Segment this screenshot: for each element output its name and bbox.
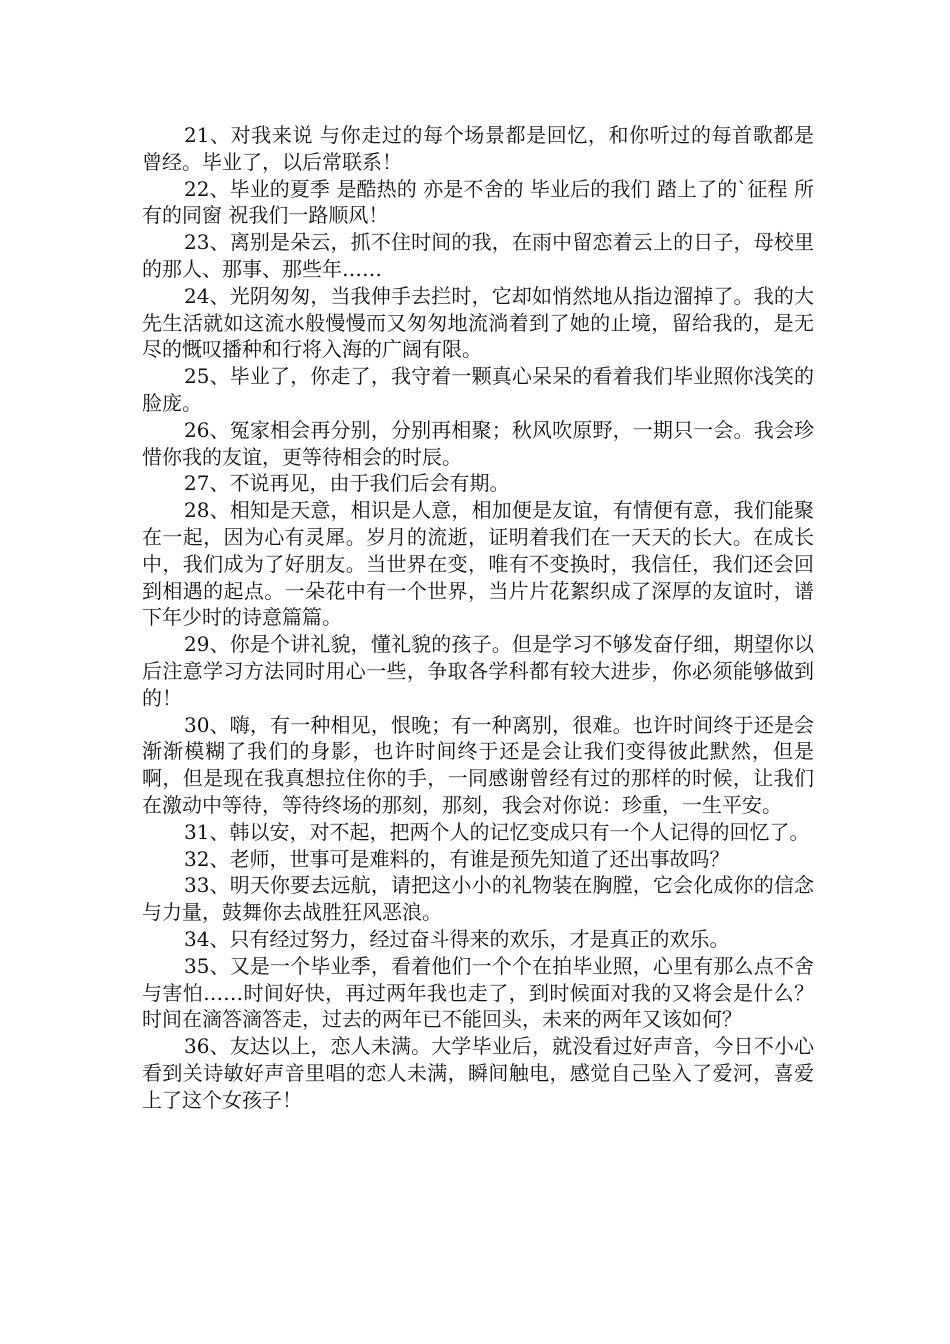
paragraph-30: 30、嗨，有一种相见，恨晚；有一种离别，很难。也许时间终于还是会渐渐模糊了我们的身影，也许时间终于还是会让我们变得彼此默然，但是啊，但是现在我真想拉住你的手，一同感谢曾经有过的那样的时候，让我们在激动中等待，等待终场的那刻，那刻，我会对你说：珍重，一生平安。 [142,712,814,817]
paragraph-33: 33、明天你要去远航，请把这小小的礼物装在胸膛，它会化成你的信念与力量，鼓舞你去战胜狂风恶浪。 [142,873,814,925]
paragraph-35: 35、又是一个毕业季，看着他们一个个在拍毕业照，心里有那么点不舍与害怕……时间好快，再过两年我也走了，到时候面对我的又将会是什么？时间在滴答滴答走，过去的两年已不能回头，未来的两年又该如何？ [142,953,814,1032]
paragraph-32: 32、老师，世事可是难料的，有谁是预先知道了还出事故吗？ [184,846,730,871]
paragraph-27: 27、不说再见，由于我们后会有期。 [184,471,510,496]
document-body [142,122,814,1113]
paragraph-28: 28、相知是天意，相识是人意，相加便是友谊，有情便有意，我们能聚在一起，因为心有灵犀。岁月的流逝，证明着我们在一天天的长大。在成长中，我们成为了好朋友。当世界在变，唯有不变换时，我信任，我们还会回到相遇的起点。一朵花中有一个世界，当片片花絮织成了深厚的友谊时，谱下年少时的诗意篇篇。 [142,498,814,630]
paragraph-23: 23、离别是朵云，抓不住时间的我，在雨中留恋着云上的日子，母校里的那人、那事、那些年…… [142,230,814,281]
paragraph-34: 34、只有经过努力，经过奋斗得来的欢乐，才是真正的欢乐。 [184,926,730,951]
paragraph-22: 22、毕业的夏季 是酷热的 亦是不舍的 毕业后的我们 踏上了的`征程 所有的同窗 祝我们一路顺风！ [142,176,814,228]
paragraph-25: 25、毕业了，你走了，我守着一颗真心呆呆的看着我们毕业照你浅笑的脸庞。 [142,364,814,415]
paragraph-29: 29、你是个讲礼貌，懂礼貌的孩子。但是学习不够发奋仔细，期望你以后注意学习方法同时用心一些，争取各学科都有较大进步，你必须能够做到的！ [142,632,814,710]
paragraph-21: 21、对我来说 与你走过的每个场景都是回忆，和你听过的每首歌都是曾经。毕业了，以后常联系！ [142,123,814,174]
paragraph-31: 31、韩以安，对不起，把两个人的记忆变成只有一个人记得的回忆了。 [184,819,810,844]
paragraph-26: 26、冤家相会再分别，分别再相聚；秋风吹原野，一期只一会。我会珍惜你我的友谊，更等待相会的时辰。 [142,417,814,469]
paragraph-24: 24、光阴匆匆，当我伸手去拦时，它却如悄然地从指边溜掉了。我的大先生活就如这流水般慢慢而又匆匆地流淌着到了她的止境，留给我的，是无尽的慨叹播种和行将入海的广阔有限。 [142,283,814,362]
paragraph-36: 36、友达以上，恋人未满。大学毕业后，就没看过好声音，今日不小心看到关诗敏好声音里唱的恋人未满，瞬间触电，感觉自己坠入了爱河，喜爱上了这个女孩子！ [142,1034,814,1112]
